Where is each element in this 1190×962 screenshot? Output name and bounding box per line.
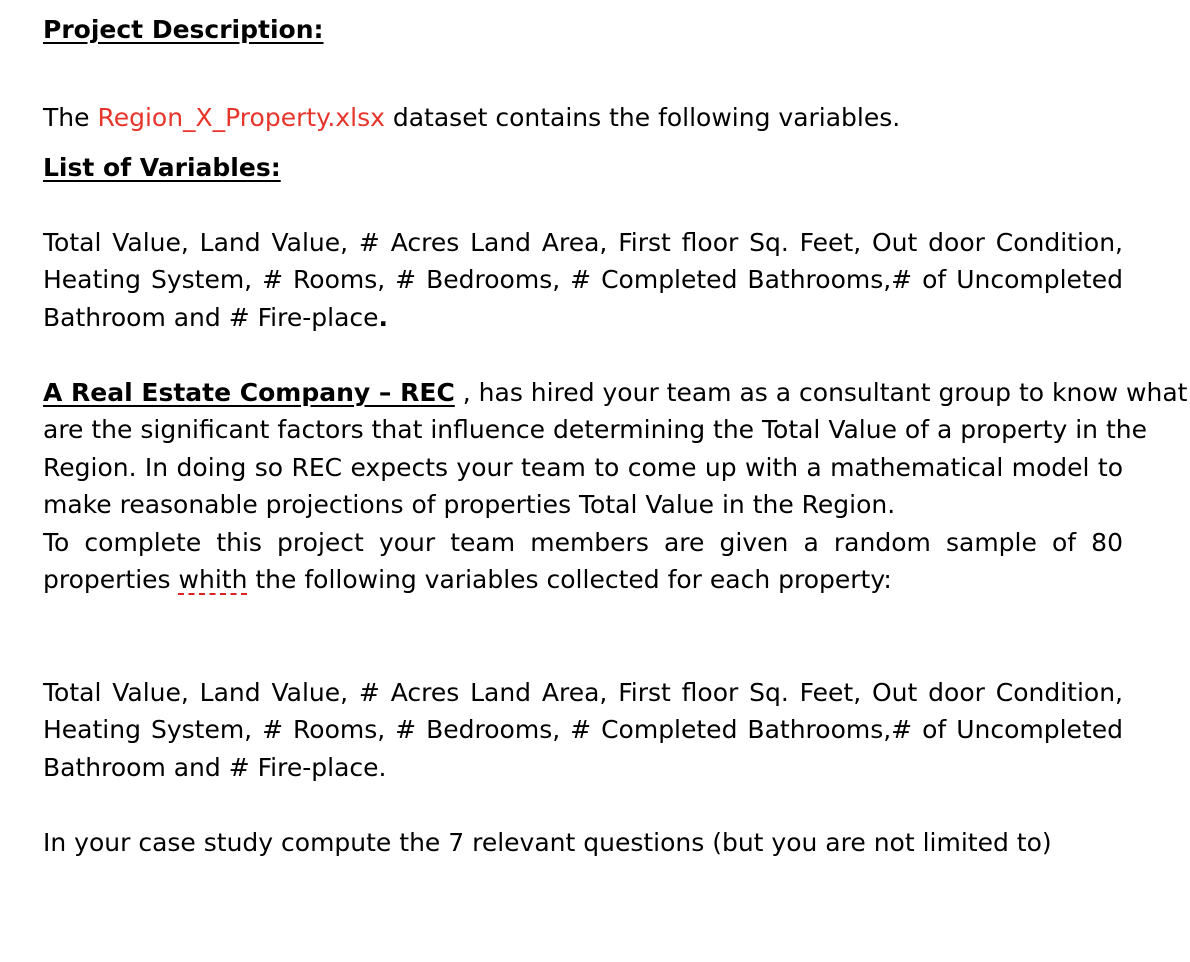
variables-2-line-1: Total Value, Land Value, # Acres Land Area, First floor Sq. Feet, Out door Condition, — [43, 678, 1123, 707]
closing-sentence: In your case study compute the 7 relevant questions (but you are not limited to) — [43, 828, 1052, 857]
variables-1-line-1: Total Value, Land Value, # Acres Land Area, First floor Sq. Feet, Out door Condition, — [43, 228, 1123, 257]
company-line-1-rest: , has hired your team as a consultant group to know what — [454, 378, 1188, 407]
intro-suffix: dataset contains the following variables. — [384, 103, 901, 132]
company-line-4: make reasonable projections of properties Total Value in the Region. — [43, 490, 896, 519]
intro-sentence — [43, 99, 900, 136]
company-line-1 — [43, 374, 1188, 411]
company-line-6-prefix: properties — [43, 565, 179, 594]
variables-2-line-3: Bathroom and # Fire-place. — [43, 753, 387, 782]
dataset-filename: Region_X_Property.xlsx — [97, 103, 385, 132]
variables-1-line-3-text: Bathroom and # Fire-place — [43, 303, 379, 332]
variables-1-line-3-period: . — [378, 303, 389, 332]
company-line-2: are the significant factors that influence determining the Total Value of a property in the — [43, 415, 1147, 444]
misspelled-word: whith — [178, 565, 248, 594]
variables-2-line-2: Heating System, # Rooms, # Bedrooms, # Completed Bathrooms,# of Uncompleted — [43, 715, 1123, 744]
variables-heading: List of Variables: — [43, 153, 281, 182]
company-line-3: Region. In doing so REC expects your team to come up with a mathematical model to — [43, 453, 1123, 482]
company-name: A Real Estate Company – REC — [43, 378, 455, 407]
company-line-5: To complete this project your team members are given a random sample of 80 — [43, 528, 1123, 557]
variables-1-line-3 — [43, 299, 388, 336]
company-line-6 — [43, 561, 892, 598]
project-description-heading: Project Description: — [43, 15, 324, 44]
variables-1-line-2: Heating System, # Rooms, # Bedrooms, # Completed Bathrooms,# of Uncompleted — [43, 265, 1123, 294]
company-line-6-suffix: the following variables collected for each property: — [247, 565, 892, 594]
intro-prefix: The — [43, 103, 98, 132]
